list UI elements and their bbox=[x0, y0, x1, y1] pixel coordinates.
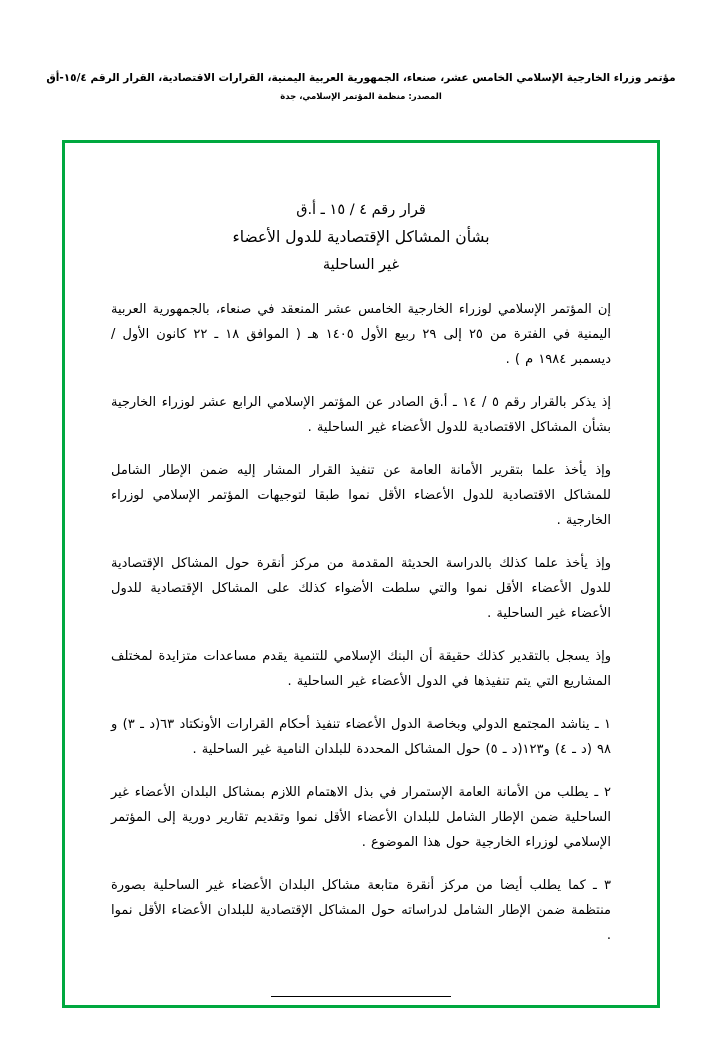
end-rule-container bbox=[111, 982, 611, 1001]
paragraph: وإذ يأخذ علما بتقرير الأمانة العامة عن تنفيذ القرار المشار إليه ضمن الإطار الشامل للمشاكل الاقتصادية للدول الأعضاء الأقل نموا طبقا لتوجيهات المؤتمر الإسلامي لوزراء الخارجية . bbox=[111, 463, 611, 528]
numbered-item: ٢ ـ يطلب من الأمانة العامة الإستمرار في بذل الاهتمام اللازم بمشاكل البلدان الأعضاء غير الساحلية ضمن الإطار الشامل للبلدان الأعضاء الأقل نموا وتقديم تقارير دورية إلى المؤتمر الإسلامي لوزراء الخارجية حول هذا الموضوع . bbox=[111, 785, 611, 850]
resolution-frame bbox=[62, 140, 660, 1008]
horizontal-rule bbox=[271, 996, 451, 997]
resolution-subject: بشأن المشاكل الإقتصادية للدول الأعضاء bbox=[232, 228, 490, 246]
numbered-item: ٣ ـ كما يطلب أيضا من مركز أنقرة متابعة مشاكل البلدان الأعضاء غير الساحلية بصورة منتظمة ضمن الإطار الشامل لدراساته حول المشاكل الإقتصادية للبلدان الأعضاء الأقل نموا . bbox=[111, 878, 611, 943]
paragraph: إن المؤتمر الإسلامي لوزراء الخارجية الخامس عشر المنعقد في صنعاء، بالجمهورية العربية اليمنية في الفترة من ٢٥ إلى ٢٩ ربيع الأول ١٤٠٥ هـ ( الموافق ١٨ ـ ٢٢ كانون الأول / ديسمبر ١٩٨٤ م ) . bbox=[111, 302, 611, 367]
page-header bbox=[0, 70, 722, 104]
paragraph: إذ يذكر بالقرار رقم ٥ / ١٤ ـ أ.ق الصادر عن المؤتمر الإسلامي الرابع عشر لوزراء الخارجية بشأن المشاكل الاقتصادية للدول الأعضاء غير الساحلية . bbox=[111, 395, 611, 435]
resolution-number: قرار رقم ٤ / ١٥ ـ أ.ق bbox=[296, 202, 426, 218]
resolution-title bbox=[111, 197, 611, 279]
header-title: مؤتمر وزراء الخارجية الإسلامي الخامس عشر، صنعاء، الجمهورية العربية اليمنية، القرارات الاقتصادية، القرار الرقم ١٥/٤-أق bbox=[46, 72, 676, 84]
resolution-subject-cont: غير الساحلية bbox=[322, 257, 400, 273]
resolution-body bbox=[65, 143, 657, 1005]
numbered-item: ١ ـ يناشد المجتمع الدولي وبخاصة الدول الأعضاء تنفيذ أحكام القرارات الأونكتاد ٦٣(د ـ ٣) و ٩٨ (د ـ ٤) و١٢٣(د ـ ٥) حول المشاكل المحددة للبلدان النامية غير الساحلية . bbox=[111, 717, 612, 757]
paragraph: وإذ يأخذ علما كذلك بالدراسة الحديثة المقدمة من مركز أنقرة حول المشاكل الإقتصادية للدول الأعضاء الأقل نموا والتي سلطت الأضواء كذلك على المشاكل الإقتصادية للدول الأعضاء غير الساحلية . bbox=[111, 556, 611, 621]
header-source: المصدر: منظمة المؤتمر الإسلامي، جدة bbox=[280, 92, 442, 102]
paragraph: وإذ يسجل بالتقدير كذلك حقيقة أن البنك الإسلامي للتنمية يقدم مساعدات متزايدة لمختلف المشاريع التي يتم تنفيذها في الدول الأعضاء غير الساحلية . bbox=[111, 649, 611, 689]
